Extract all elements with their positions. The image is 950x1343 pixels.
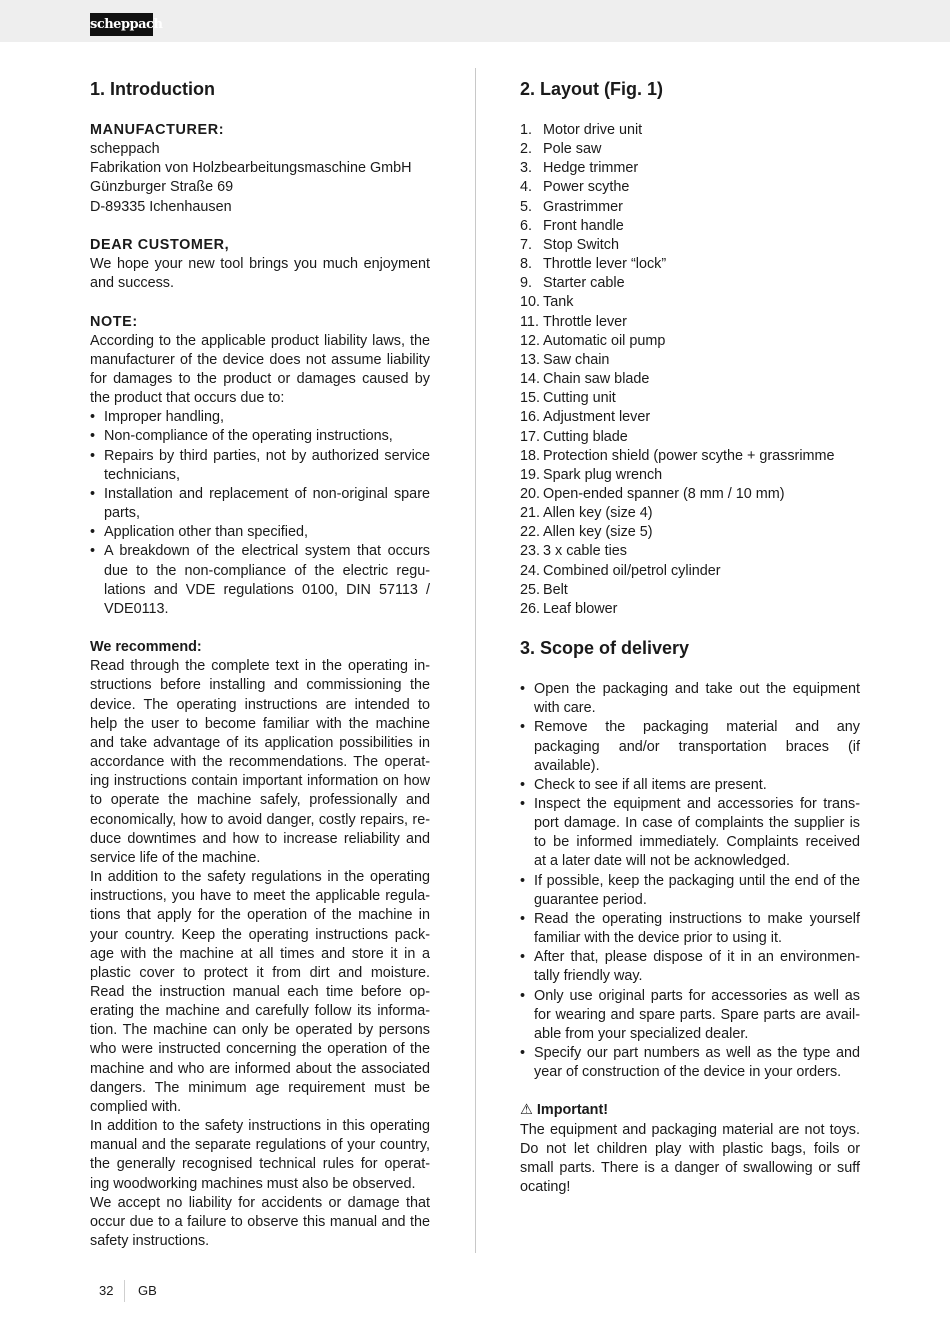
recommend-label: We recommend: [90,639,202,656]
layout-item-number: 8. [520,256,533,273]
manufacturer-line: D-89335 Ichenhausen [90,198,232,215]
layout-item-label: Power scythe [543,179,630,196]
layout-item [520,140,860,159]
layout-item-label: Pole saw [543,141,602,158]
layout-item [520,255,860,274]
layout-item [520,504,860,523]
language-code: GB [138,1283,157,1298]
layout-item-number: 17. [520,428,541,445]
scheppach-logo: scheppach [90,13,153,36]
list-item: • If possible, keep the packaging until the end of the guarantee period. [520,872,860,910]
layout-item-number: 1. [520,122,533,138]
list-item: • A breakdown of the electrical system that occurs due to the non-compliance of the electric regu-lations and VDE regulations 0100, DIN 57113 / VDE0113. [90,542,430,619]
layout-item-label: Stop Switch [543,236,619,253]
manufacturer-label: MANUFACTURER: [90,122,225,138]
layout-item [520,581,860,600]
layout-item-number: 26. [520,600,541,617]
layout-item-number: 5. [520,198,533,215]
layout-item-label: Saw chain [543,351,610,368]
layout-item-number: 24. [520,562,541,579]
dear-customer-label: DEAR CUSTOMER, [90,236,230,253]
layout-item-label: Protection shield (power scythe + grassrimme [543,447,835,464]
warning-triangle-icon: ⚠ [520,1102,533,1119]
layout-item-label: Belt [543,581,568,598]
note-label: NOTE: [90,313,138,330]
list-item: • Open the packaging and take out the equipment with care. [520,680,860,718]
layout-item [520,332,860,351]
list-item: • Check to see if all items are present. [520,776,860,795]
layout-item-label: Throttle lever [543,313,627,330]
manufacturer-line: scheppach [90,141,160,158]
manufacturer-line: Günzburger Straße 69 [90,179,234,196]
layout-item-label: Combined oil/petrol cylinder [543,562,721,579]
layout-item [520,466,860,485]
list-item: • Improper handling, [90,408,430,427]
list-item: • Specify our part numbers as well as the type and year of construction of the device in your orders. [520,1044,860,1082]
layout-item-number: 13. [520,351,541,368]
layout-item [520,121,860,140]
recommend-paragraph: In addition to the safety regulations in the operating instructions, you have to meet the applicable regula-tions that apply for the operation of the machine in your country. Keep the operating instructions pack-age with the machine at all times and store it in a plastic cover to protect it from dirt and moisture. Read the instruction manual each time before op-erating the machine and carefully follow its informa-tion. The machine can only be operated by persons who were instructed concerning the operation of the machine and who are informed about the associated dangers. The minimum age requirement must be complied with. [90,869,430,1115]
introduction-title: 1. Introduction [90,79,215,99]
layout-item-label: Front handle [543,217,624,234]
layout-item [520,600,860,619]
layout-item-label: Open-ended spanner (8 mm / 10 mm) [543,485,785,502]
layout-item-label: Cutting unit [543,390,616,407]
layout-item-label: Starter cable [543,275,625,292]
layout-item-label: 3 x cable ties [543,543,627,560]
layout-item [520,408,860,427]
layout-item-number: 15. [520,390,541,407]
layout-item [520,293,860,312]
layout-item [520,313,860,332]
layout-item [520,485,860,504]
layout-item [520,447,860,466]
layout-item-number: 2. [520,141,533,158]
recommend-paragraph: Read through the complete text in the operating in-structions before installing and commissioning the device. The operating instructions are intended to help the user to become familiar with the machine and take advantage of its application possibilities in accordance with the recommendations. The operat-ing instructions contain important information on how to operate the machine safely, professionally and economically, how to avoid danger, costly repairs, re-duce downtimes and how to increase reliability and service life of the machine. [90,658,430,866]
list-item: • Read the operating instructions to make yourself familiar with the device prior to using it. [520,910,860,948]
left-column [90,76,430,1251]
layout-item-number: 9. [520,275,533,292]
important-text: The equipment and packaging material are not toys. Do not let children play with plastic bags, foils or small parts. There is a danger of swallowing or suff ocating! [520,1121,860,1196]
layout-item-label: Allen key (size 4) [543,505,653,522]
layout-list [520,121,860,619]
layout-item-number: 3. [520,160,533,177]
recommend-paragraph: We accept no liability for accidents or damage that occur due to a failure to observe this manual and the safety instructions. [90,1194,430,1250]
layout-item-label: Motor drive unit [543,122,643,138]
list-item: • Installation and replacement of non-original spare parts, [90,485,430,523]
layout-item-label: Automatic oil pump [543,332,666,349]
layout-item-number: 7. [520,236,533,253]
layout-item [520,523,860,542]
layout-item [520,236,860,255]
layout-item [520,389,860,408]
list-item: • Remove the packaging material and any packaging and/or transportation braces (if available). [520,718,860,775]
layout-item [520,178,860,197]
layout-item-number: 6. [520,217,533,234]
scope-list [520,680,860,1082]
recommend-paragraph: In addition to the safety instructions in this operating manual and the separate regulations of your country, the generally recognised technical rules for operat-ing woodworking machines must also be observed. [90,1118,430,1192]
list-item: • After that, please dispose of it in an environmen-tally friendly way. [520,948,860,986]
manufacturer-line: Fabrikation von Holzbearbeitungsmaschine GmbH [90,160,412,177]
footer-separator [124,1280,125,1302]
list-item: • Application other than specified, [90,523,430,542]
list-item: • Repairs by third parties, not by authorized service technicians, [90,447,430,485]
layout-item-label: Leaf blower [543,600,618,617]
important-heading [520,1101,860,1120]
dear-customer-text: We hope your new tool brings you much enjoyment and success. [90,256,430,292]
page-number: 32 [99,1283,114,1298]
important-label: Important! [536,1102,609,1119]
scope-title: 3. Scope of delivery [520,638,690,659]
layout-item-label: Adjustment lever [543,409,651,426]
list-item: • Non-compliance of the operating instructions, [90,427,430,446]
layout-item-number: 23. [520,543,541,560]
layout-item [520,198,860,217]
layout-item-number: 11. [520,313,539,330]
layout-item-label: Allen key (size 5) [543,524,653,541]
list-item: • Only use original parts for accessories as well as for wearing and spare parts. Spare parts are avail-able from your specialized dealer. [520,987,860,1044]
layout-item-number: 10. [520,294,541,311]
layout-item [520,562,860,581]
layout-item-label: Grastrimmer [543,198,623,215]
list-item: • Inspect the equipment and accessories for trans-port damage. In case of complaints the supplier is to be informed immediately. Complaints received at a later date will not be acknowledged. [520,795,860,872]
layout-item-label: Hedge trimmer [543,160,639,177]
layout-item [520,428,860,447]
layout-item-number: 19. [520,466,541,483]
layout-item-number: 18. [520,447,541,464]
layout-item-label: Tank [543,294,574,311]
layout-item [520,351,860,370]
layout-item [520,542,860,561]
note-list [90,408,430,619]
layout-item [520,274,860,293]
layout-item-number: 14. [520,371,541,388]
right-column [520,76,860,1197]
layout-item-label: Chain saw blade [543,371,650,388]
layout-item-number: 4. [520,179,533,196]
layout-item [520,217,860,236]
layout-title: 2. Layout (Fig. 1) [520,79,664,99]
layout-item-label: Throttle lever “lock” [543,256,667,273]
layout-item-number: 25. [520,581,541,598]
layout-item-number: 21. [520,505,541,522]
layout-item [520,159,860,178]
layout-item-number: 20. [520,485,541,502]
layout-item-number: 16. [520,409,541,426]
layout-item [520,370,860,389]
column-divider [475,68,476,1253]
layout-item-label: Cutting blade [543,428,628,445]
layout-item-number: 12. [520,332,541,349]
layout-item-number: 22. [520,524,541,541]
note-text: According to the applicable product liability laws, the manufacturer of the device does not assume liability for damages to the product or damages caused by the product that occurs due to: [90,332,430,407]
layout-item-label: Spark plug wrench [543,466,663,483]
